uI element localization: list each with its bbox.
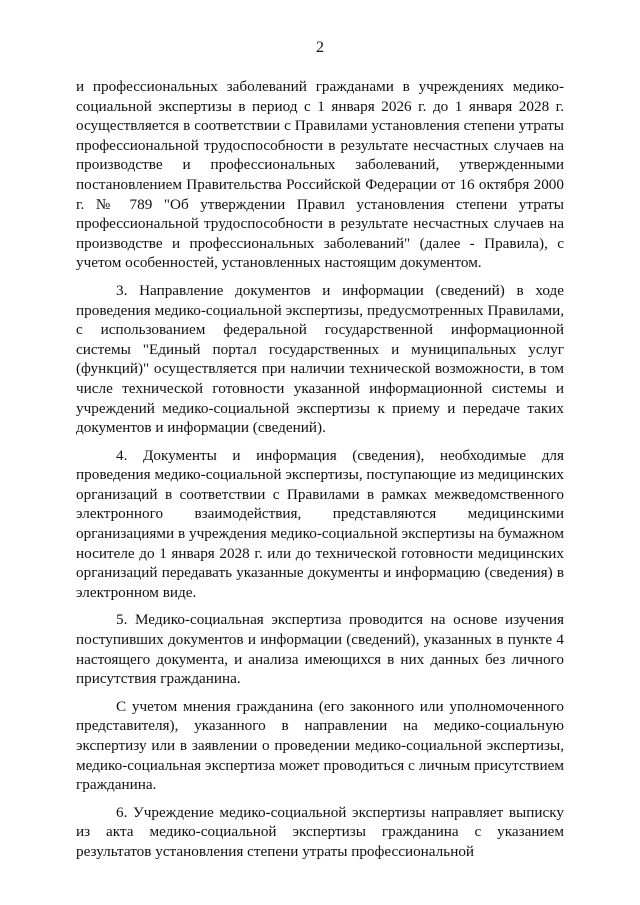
paragraph-item-6: 6. Учреждение медико-социальной экспертизы направляет выписку из акта медико-социальной экспертизы гражданина с указанием результатов установления степени утраты профессиональной: [76, 803, 564, 860]
paragraph-continuation: и профессиональных заболеваний гражданами в учреждениях медико-социальной экспертизы в период с 1 января 2026 г. до 1 января 2028 г. осуществляется в соответствии с Правилами установления степени утраты профессиональной трудоспособности в результате несчастных случаев на производстве и профессиональных заболеваний, утвержденными постановлением Правительства Российской Федерации от 16 октября 2000 г. № 789 "Об утверждении Правил установления степени утраты профессиональной трудоспособности в результате несчастных случаев на производстве и профессиональных заболеваний" (далее - Правила), с учетом особенностей, установленных настоящим документом.: [76, 78, 564, 272]
paragraph-item-4: 4. Документы и информация (сведения), необходимые для проведения медико-социальной экспертизы, поступающие из медицинских организаций в соответствии с Правилами в рамках межведомственного электронного взаимодействия, представляются медицинскими организациями в учреждения медико-социальной экспертизы на бумажном носителе до 1 января 2028 г. или до технической готовности медицинских организаций передавать указанные документы и информацию (сведения) в электронном виде.: [76, 446, 565, 601]
paragraph-item-5: 5. Медико-социальная экспертиза проводится на основе изучения поступивших документов и информации (сведений), указанных в пункте 4 настоящего документа, и анализа имеющихся в них данных без личного присутствия гражданина.: [76, 611, 564, 688]
paragraph-item-5-continuation: С учетом мнения гражданина (его законного или уполномоченного представителя), указанного в направлении на медико-социальную экспертизу или в заявлении о проведении медико-социальной экспертизы, медико-социальная экспертиза может проводиться с личным присутствием гражданина.: [76, 697, 564, 794]
document-body: [76, 77, 564, 862]
paragraph-item-3: 3. Направление документов и информации (сведений) в ходе проведения медико-социальной экспертизы, предусмотренных Правилами, с использованием федеральной государственной информационной системы "Единый портал государственных и муниципальных услуг (функций)" осуществляется при наличии технической возможности, в том числе технической готовности указанной информационной системы и учреждений медико-социальной экспертизы к приему и передаче таких документов и информации (сведений).: [76, 281, 564, 437]
page-number: 2: [316, 39, 324, 56]
